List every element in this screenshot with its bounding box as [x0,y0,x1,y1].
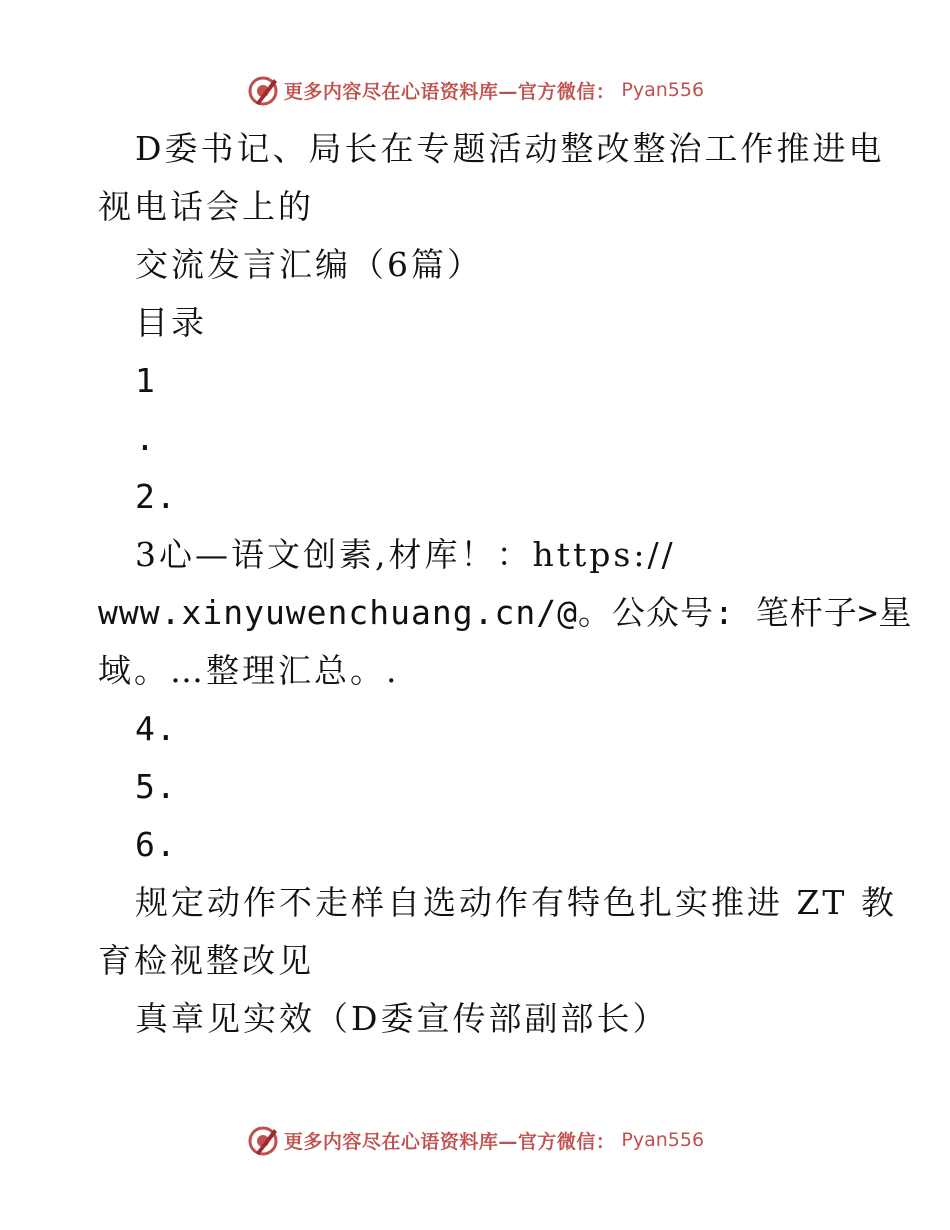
article-title-line-2: 育检视整改见 [98,941,314,980]
toc-item-2: 2. [135,477,177,516]
banner-account: Pyan556 [621,79,705,101]
toc-heading: 目录 [135,303,207,342]
document-subtitle: 交流发言汇编（6篇） [135,245,483,284]
toc-item-1-dot: . [135,419,156,458]
quill-logo-icon [246,1123,280,1157]
banner-text: 更多内容尽在心语资料库—官方微信： [283,80,616,103]
toc-item-4: 4. [135,709,177,748]
toc-item-3-line-2: www.xinyuwenchuang.cn/@。公众号: 笔杆子>星 [98,593,913,632]
document-title-line-1: D委书记、局长在专题活动整改整治工作推进电 [135,129,885,168]
document-body [98,120,913,1048]
article-title-line-3: 真章见实效（D委宣传部副部长） [135,999,669,1038]
banner-account: Pyan556 [621,1129,705,1151]
footer-watermark-banner [0,1120,950,1160]
article-title-line-1: 规定动作不走样自选动作有特色扎实推进 ZT 教 [135,883,897,922]
toc-item-6: 6. [135,825,177,864]
toc-item-1: 1 [135,361,156,400]
toc-item-3-line-1: 3心—语文创素,材库！：https:// [135,535,676,574]
toc-item-3-line-3: 域。…整理汇总。. [98,651,400,690]
document-title-line-2: 视电话会上的 [98,187,314,226]
banner-text: 更多内容尽在心语资料库—官方微信： [283,1130,616,1153]
toc-item-5: 5. [135,767,177,806]
quill-logo-icon [246,73,280,107]
header-watermark-banner [0,70,950,110]
